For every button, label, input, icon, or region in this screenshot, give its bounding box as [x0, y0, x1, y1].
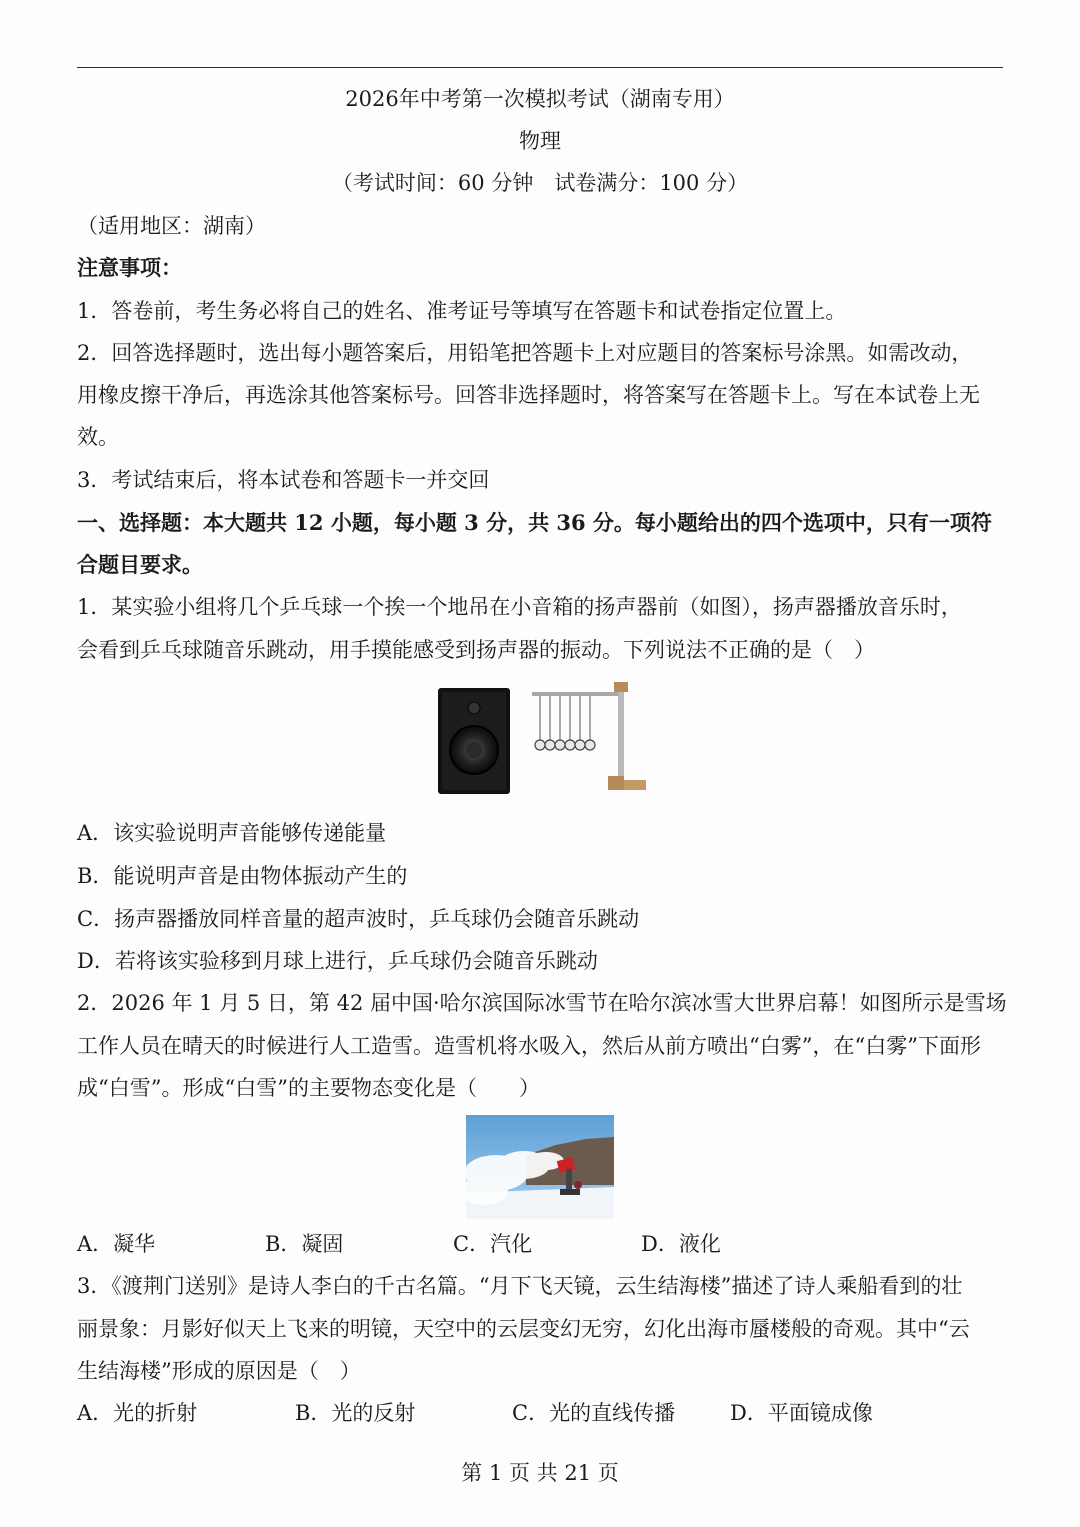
q1-option-d: D．若将该实验移到月球上进行，乒乓球仍会随音乐跳动: [77, 949, 598, 973]
speaker-pingpong-figure: [436, 680, 648, 798]
q1-option-c: C．扬声器播放同样音量的超声波时，乒乓球仍会随音乐跳动: [77, 907, 640, 931]
page-footer: 第 1 页 共 21 页: [461, 1461, 619, 1485]
note-item-1: 1．答卷前，考生务必将自己的姓名、准考证号等填写在答题卡和试卷指定位置上。: [77, 299, 847, 323]
q3-stem-line-3: 生结海楼”形成的原因是（ ）: [77, 1359, 361, 1383]
speaker-box: [438, 688, 510, 794]
subject-title: 物理: [519, 129, 561, 153]
region-line: （适用地区：湖南）: [77, 214, 266, 238]
section-heading-line-1: 一、选择题：本大题共 12 小题，每小题 3 分，共 36 分。每小题给出的四个选项中，只有一项符: [77, 510, 992, 535]
section-heading-line-2: 合题目要求。: [77, 552, 203, 577]
q2-stem-line-3: 成“白雪”。形成“白雪”的主要物态变化是（ ）: [77, 1076, 540, 1100]
pingpong-balls: [535, 740, 595, 750]
note-item-3: 3．考试结束后，将本试卷和答题卡一并交回: [77, 468, 490, 492]
snow-machine-figure: [466, 1115, 614, 1219]
note-item-2-line-3: 效。: [77, 425, 119, 449]
q2-option-d: D．液化: [641, 1232, 721, 1256]
exam-info: （考试时间：60 分钟 试卷满分：100 分）: [331, 171, 749, 195]
note-item-2-line-1: 2．回答选择题时，选出每小题答案后，用铅笔把答题卡上对应题目的答案标号涂黑。如需改动，: [77, 341, 973, 365]
q3-option-c: C．光的直线传播: [512, 1401, 676, 1425]
q3-option-d: D．平面镜成像: [730, 1401, 873, 1425]
q3-stem-line-1: 3．《渡荆门送别》是诗人李白的千古名篇。“月下飞天镜，云生结海楼”描述了诗人乘船看到的壮: [77, 1274, 963, 1298]
stand-frame: [532, 682, 646, 790]
q3-stem-line-2: 丽景象：月影好似天上飞来的明镜，天空中的云层变幻无穷，幻化出海市蜃楼般的奇观。其中“云: [77, 1317, 970, 1341]
q2-option-b: B．凝固: [265, 1232, 344, 1256]
q2-option-c: C．汽化: [453, 1232, 533, 1256]
q2-stem-line-1: 2．2026 年 1 月 5 日，第 42 届中国·哈尔滨国际冰雪节在哈尔滨冰雪大世界启幕！如图所示是雪场: [77, 991, 1007, 1015]
pingpong-strings: [540, 696, 590, 740]
notes-heading: 注意事项：: [77, 255, 182, 280]
q1-option-a: A．该实验说明声音能够传递能量: [77, 821, 387, 845]
q2-option-a: A．凝华: [77, 1232, 156, 1256]
q2-stem-line-2: 工作人员在晴天的时候进行人工造雪。造雪机将水吸入，然后从前方喷出“白雾”，在“白雾”下面形: [77, 1034, 981, 1058]
q1-option-b: B．能说明声音是由物体振动产生的: [77, 864, 408, 888]
q3-option-b: B．光的反射: [295, 1401, 416, 1425]
exam-title: 2026年中考第一次模拟考试（湖南专用）: [345, 87, 735, 111]
q1-stem-line-1: 1．某实验小组将几个乒乓球一个挨一个地吊在小音箱的扬声器前（如图），扬声器播放音乐时，: [77, 595, 962, 619]
note-item-2-line-2: 用橡皮擦干净后，再选涂其他答案标号。回答非选择题时，将答案写在答题卡上。写在本试卷上无: [77, 383, 980, 407]
header-rule: [77, 67, 1003, 68]
q1-stem-line-2: 会看到乒乓球随音乐跳动，用手摸能感受到扬声器的振动。下列说法不正确的是（ ）: [77, 638, 875, 662]
q3-option-a: A．光的折射: [77, 1401, 198, 1425]
